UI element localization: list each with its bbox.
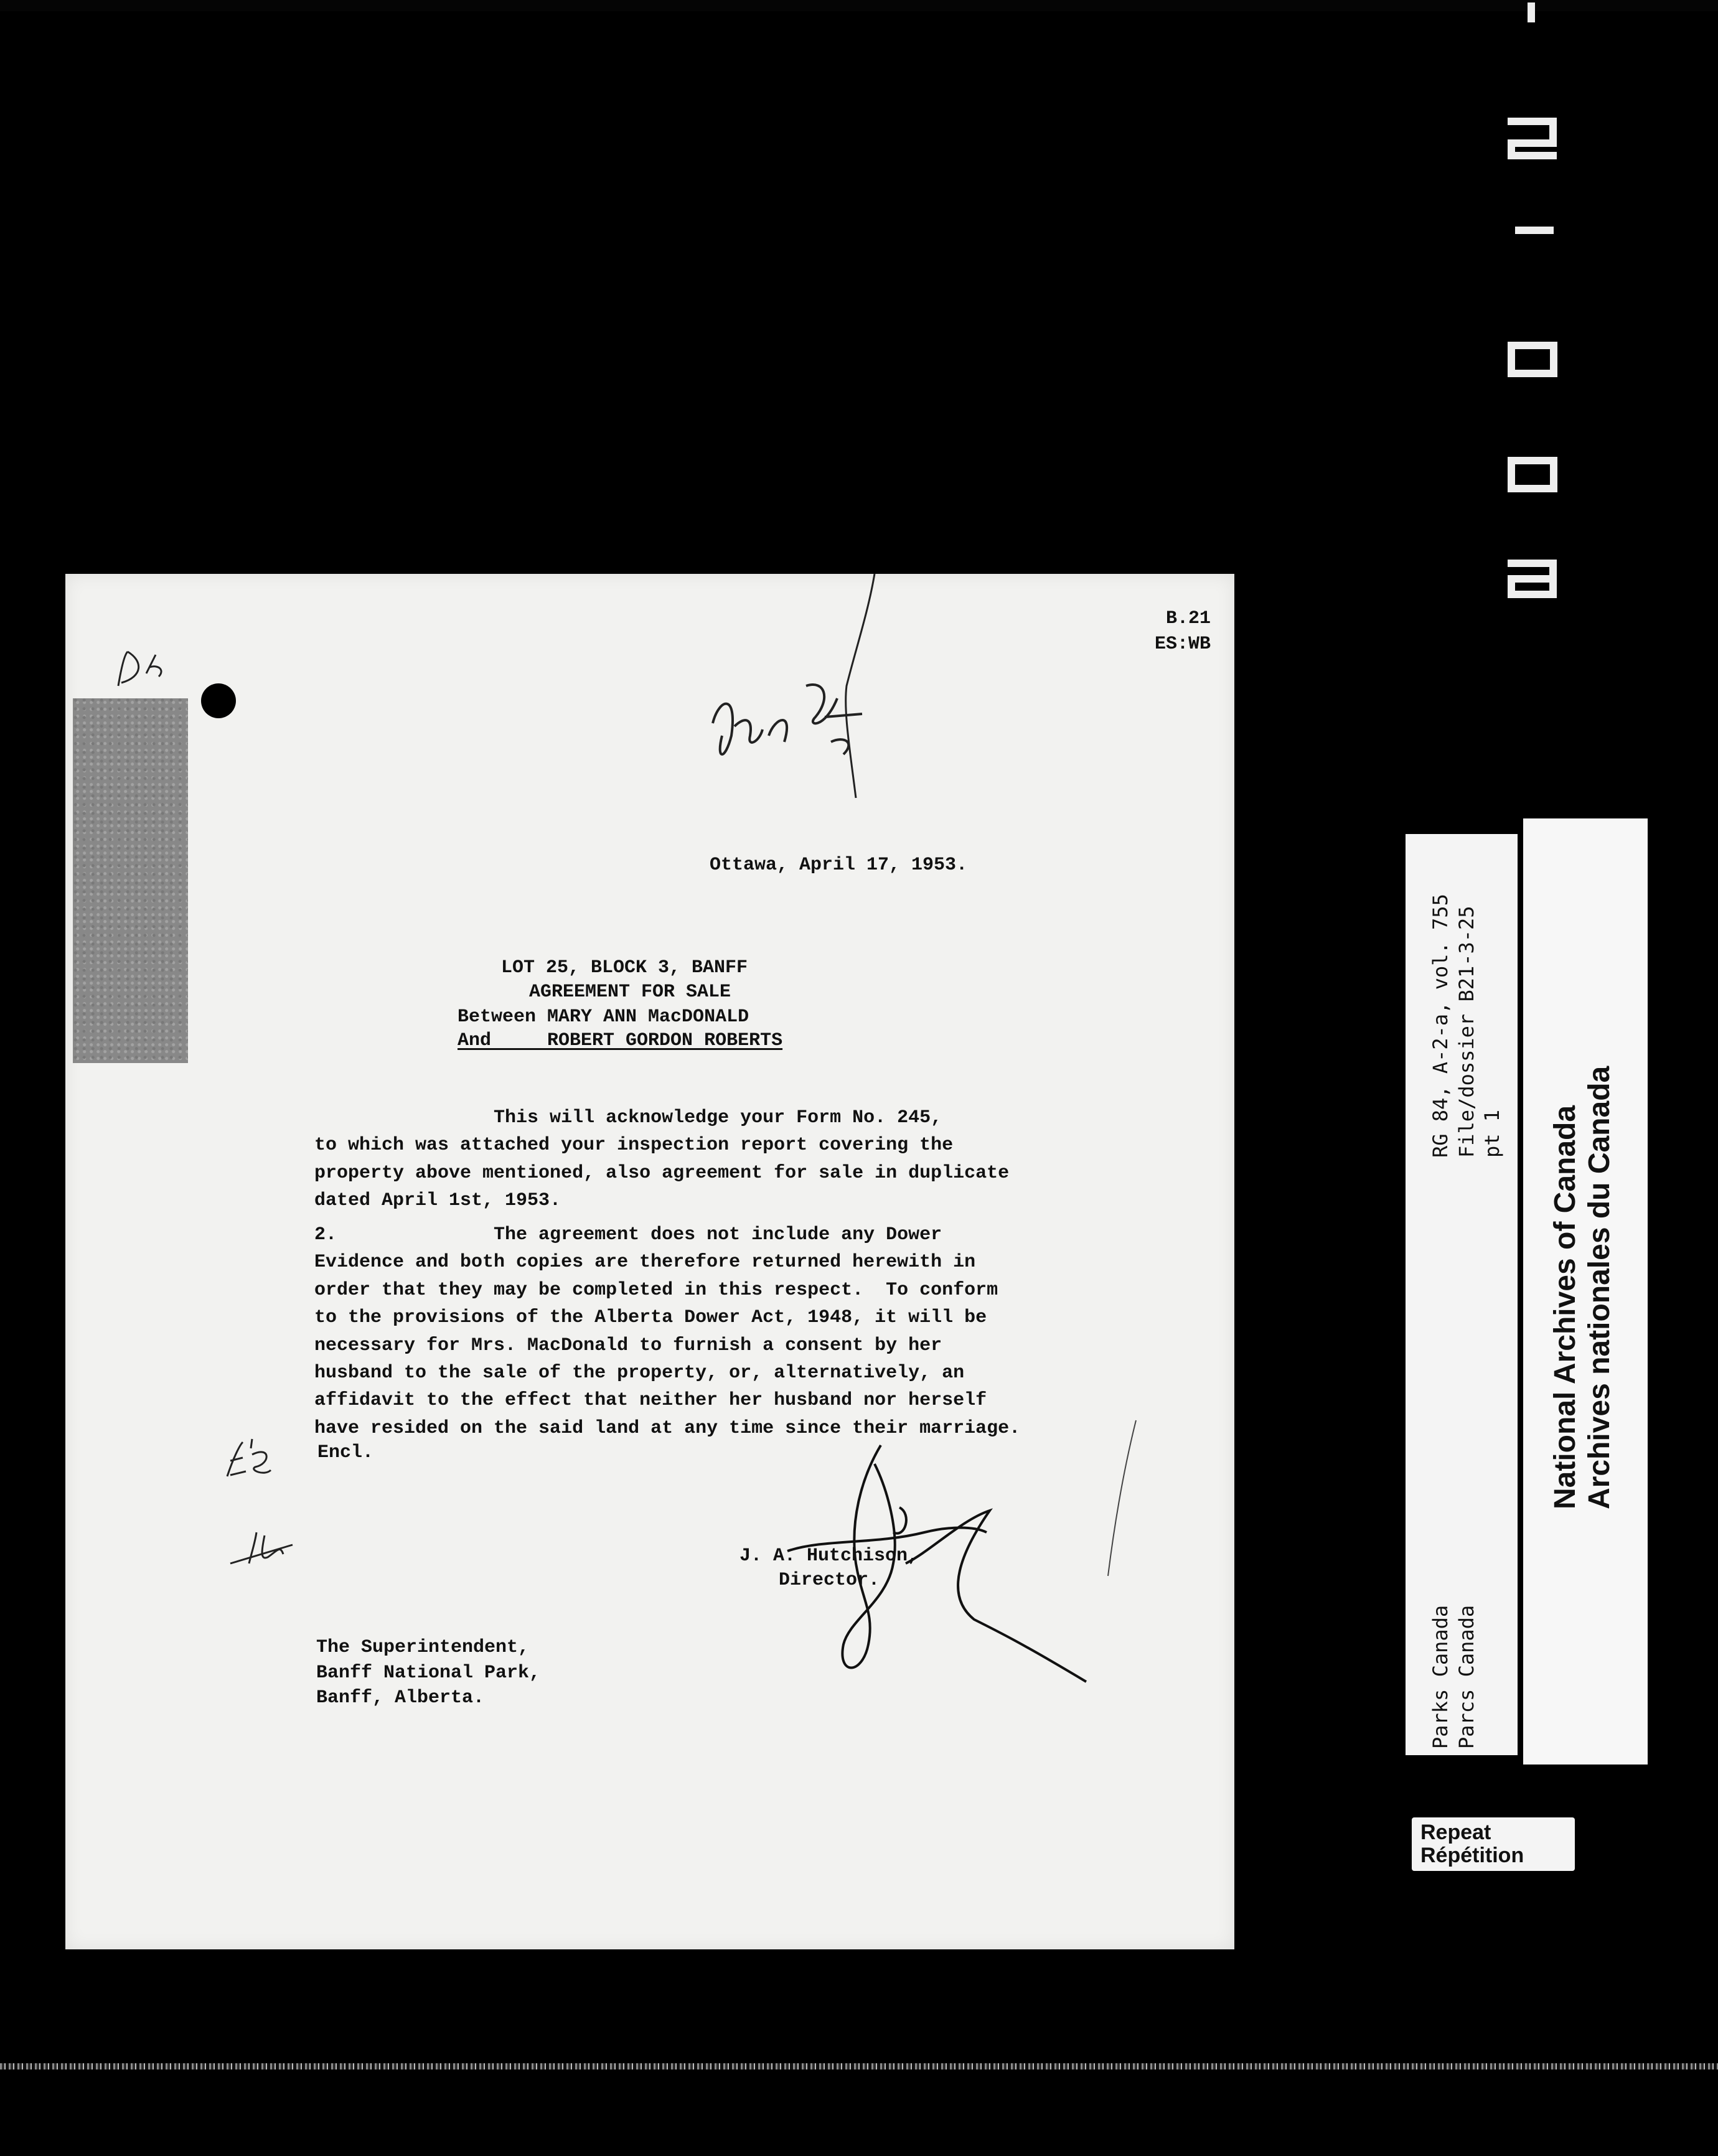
file-ref: B.21 (1165, 608, 1211, 629)
reference-code (1086, 606, 1211, 657)
national-archives-label (1523, 818, 1648, 1765)
signatory-name: J. A. Hutchison, (739, 1545, 919, 1567)
body-paragraph-2: 2. The agreement does not include any Dower Evidence and both copies are therefore returned herewith in order that they may be completed in this respect. To conform to the provisions of the Alberta Dower Act, 1948, it will be necessary for Mrs. MacDonald to furnish a consent by her husband to the sale of the property, or, alternatively, an affidavit to the effect that neither her husband nor herself have resided on the said land at any time since their marriage. (314, 1224, 1021, 1439)
film-bottom-edge (0, 2063, 1718, 2069)
addressee-block: The Superintendent, Banff National Park, Banff, Alberta. (316, 1637, 541, 1708)
film-top-edge (0, 0, 1718, 11)
file-reference-text: RG 84, A-2-a, vol. 755 File/dossier B21-3-25 pt 1 (1429, 894, 1504, 1158)
repeat-stamp (1412, 1817, 1575, 1871)
subject-line-4: And ROBERT GORDON ROBERTS (458, 1030, 783, 1051)
body-paragraph-1: This will acknowledge your Form No. 245, to which was attached your inspection report covering the property above mentioned, also agreement for sale in duplicate dated April 1st, 1953. (314, 1107, 1010, 1212)
letter-dateline: Ottawa, April 17, 1953. (710, 855, 968, 876)
repeat-label-en: Repeat (1420, 1821, 1491, 1844)
subject-line-2: AGREEMENT FOR SALE (529, 982, 731, 1003)
archive-reference-label (1406, 834, 1518, 1755)
handwritten-initials-sk (224, 1526, 299, 1573)
subject-line-3: Between MARY ANN MacDONALD (458, 1006, 749, 1028)
margin-pencil-stroke (1099, 1420, 1148, 1585)
subject-line-1: LOT 25, BLOCK 3, BANFF (501, 957, 748, 978)
national-archives-text: National Archives of Canada Archives nationales du Canada (1549, 1066, 1617, 1509)
punch-hole (201, 683, 236, 718)
parks-canada-text: Parks Canada Parcs Canada (1429, 1605, 1478, 1749)
adhesive-tape-strip (73, 698, 188, 1063)
signatory-title: Director. (779, 1570, 880, 1591)
repeat-label-fr: Répétition (1420, 1844, 1524, 1868)
typist-initials: ES:WB (1154, 633, 1211, 655)
enclosure-note: Encl. (317, 1442, 374, 1463)
letter-page (65, 574, 1234, 1949)
film-bottom-margin (0, 2069, 1718, 2156)
handwritten-initials-es (215, 1433, 289, 1486)
frame-number-marks (1494, 0, 1569, 622)
handwritten-annotation-signature (700, 574, 949, 826)
handwritten-initials-top-left (109, 649, 184, 701)
